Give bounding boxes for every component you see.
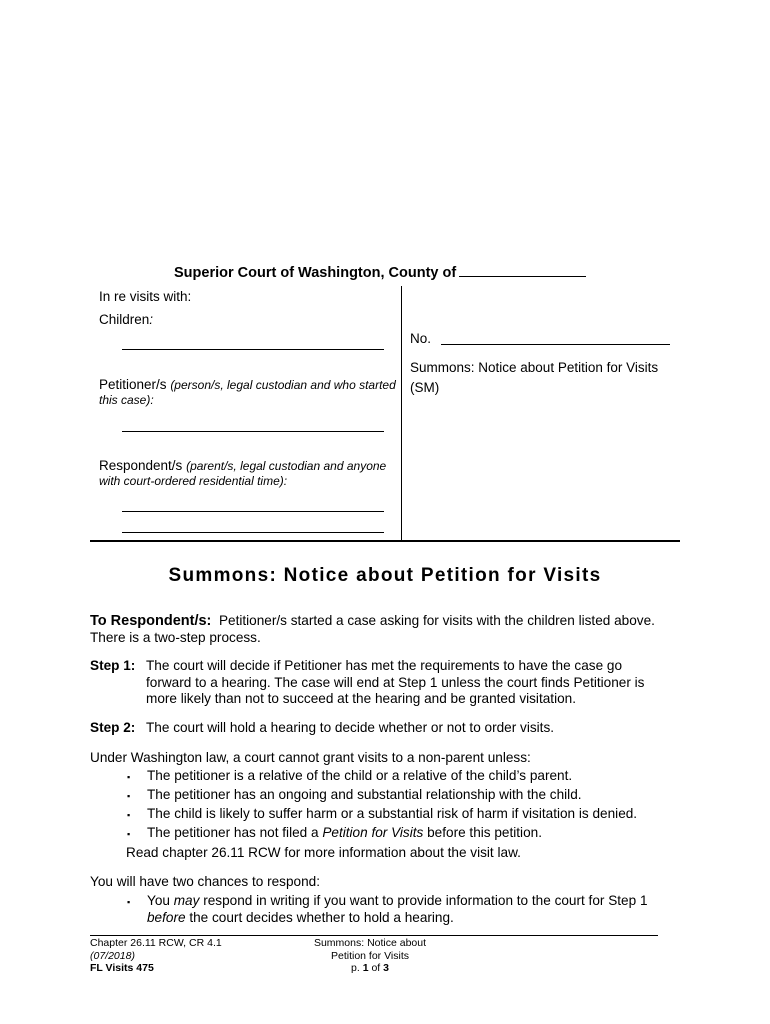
respondent-name-line-2[interactable] <box>122 532 384 533</box>
case-number-line[interactable] <box>441 344 670 345</box>
form-title-line-2: (SM) <box>410 380 440 395</box>
in-re-label: In re visits with: <box>99 289 192 304</box>
law-bullet-2: The petitioner has an ongoing and substantial relationship with the child. <box>147 787 582 802</box>
bullet-icon: ▪ <box>127 829 131 839</box>
court-title: Superior Court of Washington, County of <box>174 262 586 281</box>
respondent-label: Respondent/s (parent/s, legal custodian and anyone <box>99 458 387 473</box>
respondent-note: with court-ordered residential time): <box>99 474 288 488</box>
intro-paragraph: To Respondent/s: Petitioner/s started a case asking for visits with the children listed above. There is a two-step process. <box>90 613 655 645</box>
footer-left: Chapter 26.11 RCW, CR 4.1 (07/2018) FL Visits 475 <box>90 937 222 974</box>
footer-center: Summons: Notice about Petition for Visits p. 1 of 3 <box>300 937 440 975</box>
law-intro: Under Washington law, a court cannot grant visits to a non-parent unless: <box>90 750 531 765</box>
step-1: Step 1: The court will decide if Petitioner has met the requirements to have the case go forward to a hearing. The case will end at Step 1 unless the court finds Petitioner is more likely than not to succeed at the hearing and be granted visitation. <box>90 658 645 706</box>
footer-rule <box>90 935 658 936</box>
respond-intro: You will have two chances to respond: <box>90 874 320 889</box>
step-2: Step 2: The court will hold a hearing to decide whether or not to order visits. <box>90 720 555 735</box>
petitioner-label: Petitioner/s (person/s, legal custodian and who started <box>99 377 396 392</box>
bullet-icon: ▪ <box>127 810 131 820</box>
children-name-line[interactable] <box>122 349 384 350</box>
bullet-icon: ▪ <box>127 897 131 907</box>
document-title: Summons: Notice about Petition for Visits <box>168 565 602 586</box>
bullet-icon: ▪ <box>127 791 131 801</box>
law-bullet-3: The child is likely to suffer harm or a substantial risk of harm if visitation is denied. <box>147 806 638 821</box>
case-number-label: No. <box>410 331 432 346</box>
petitioner-note: this case): <box>99 393 154 407</box>
county-blank[interactable] <box>459 262 586 277</box>
caption-bottom-rule <box>90 540 680 542</box>
law-read-more: Read chapter 26.11 RCW for more information about the visit law. <box>126 845 521 860</box>
page-indicator: p. 1 of 3 <box>351 962 389 974</box>
form-title-line-1: Summons: Notice about Petition for Visits <box>410 360 659 375</box>
petitioner-name-line[interactable] <box>122 431 384 432</box>
children-label: Children: <box>99 312 154 327</box>
law-bullet-1: The petitioner is a relative of the child or a relative of the child’s parent. <box>147 768 573 783</box>
caption-divider <box>401 286 402 540</box>
respondent-name-line-1[interactable] <box>122 511 384 512</box>
law-bullet-4: The petitioner has not filed a Petition for Visits before this petition. <box>147 825 542 840</box>
respond-bullet-1: You may respond in writing if you want to provide information to the court for Step 1 before the court decides whether to hold a hearing. <box>147 893 648 925</box>
bullet-icon: ▪ <box>127 772 131 782</box>
